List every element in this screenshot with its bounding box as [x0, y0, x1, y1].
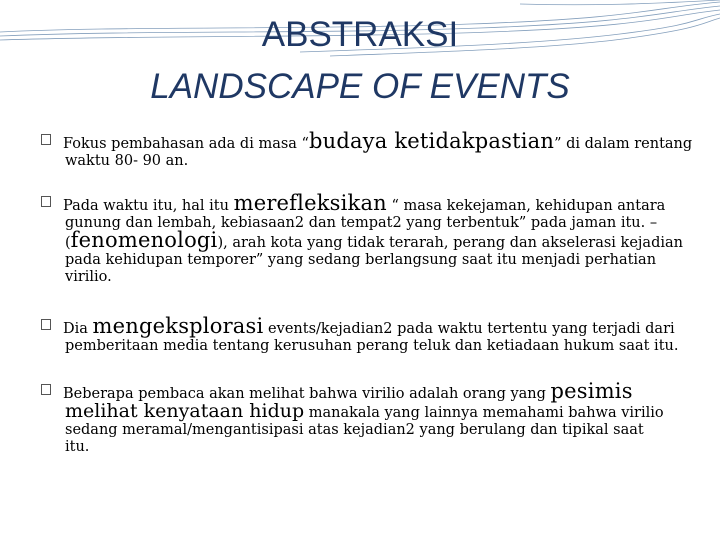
- bullet-4-emphasis-2: melihat kenyataan hidup: [65, 400, 305, 422]
- bullet-item-2: [44, 191, 698, 286]
- bullet-4-text-a: Beberapa pembaca akan melihat bahwa virilio adalah orang yang: [63, 386, 551, 402]
- bullet-box-icon: [41, 384, 51, 395]
- bullet-3-line-1: [44, 314, 698, 338]
- bullet-box-icon: [41, 319, 51, 330]
- bullet-1-text-c: ” di dalam rentang: [554, 136, 693, 152]
- bullet-2-line-5: virilio.: [65, 269, 112, 285]
- bullet-4-line-4: itu.: [65, 439, 90, 455]
- bullet-1-emphasis: budaya ketidakpastian: [308, 129, 555, 153]
- bullet-2-emphasis: merefleksikan: [233, 191, 387, 215]
- bullet-2-text-c: “ masa kekejaman, kehidupan antara: [386, 198, 666, 214]
- bullet-4-line-2: [44, 400, 698, 422]
- bullet-2-text-a: Pada waktu itu, hal itu: [63, 198, 234, 214]
- bullet-item-3: [44, 314, 698, 355]
- title-line-2: LANDSCAPE OF EVENTS: [150, 67, 570, 106]
- bullet-2-line-2: gunung dan lembah, kebiasaan2 dan tempat2 yang terbentuk” pada jaman itu. –: [65, 215, 658, 231]
- bullet-4-text-b: manakala yang lainnya memahami bahwa virilio: [304, 405, 664, 421]
- bullet-3-line-2: pemberitaan media tentang kerusuhan perang teluk dan ketiadaan hukum saat itu.: [65, 338, 679, 354]
- bullet-1-line-2: waktu 80- 90 an.: [65, 153, 189, 169]
- bullet-3-text-a: Dia: [63, 321, 93, 337]
- bullet-4-emphasis: pesimis: [550, 379, 633, 403]
- bullet-2-text-paren-close: ), arah kota yang tidak terarah, perang dan akselerasi kejadian: [217, 235, 683, 251]
- bullet-box-icon: [41, 196, 51, 207]
- bullet-3-text-c: events/kejadian2 pada waktu tertentu yang terjadi dari: [263, 321, 675, 337]
- bullet-1-text-a: Fokus pembahasan ada di masa “: [63, 136, 309, 152]
- bullet-item-4: [44, 379, 698, 456]
- title-line-1: ABSTRAKSI: [261, 15, 459, 54]
- bullet-4-line-3: sedang meramal/mengantisipasi atas kejadian2 yang berulang dan tipikal saat: [65, 422, 644, 438]
- bullet-box-icon: [41, 134, 51, 145]
- bullet-2-line-4: pada kehidupan temporer” yang sedang berlangsung saat itu menjadi perhatian: [65, 252, 657, 268]
- bullet-2-line-1: [44, 191, 698, 215]
- bullet-item-1: [44, 129, 698, 170]
- bullet-1-line-1: [44, 129, 698, 153]
- bullet-3-emphasis: mengeksplorasi: [92, 314, 264, 338]
- bullet-2-emphasis-2: fenomenologi: [70, 228, 218, 252]
- bullet-2-line-3: [44, 228, 698, 252]
- bullet-2-text-paren-open: (: [65, 235, 71, 251]
